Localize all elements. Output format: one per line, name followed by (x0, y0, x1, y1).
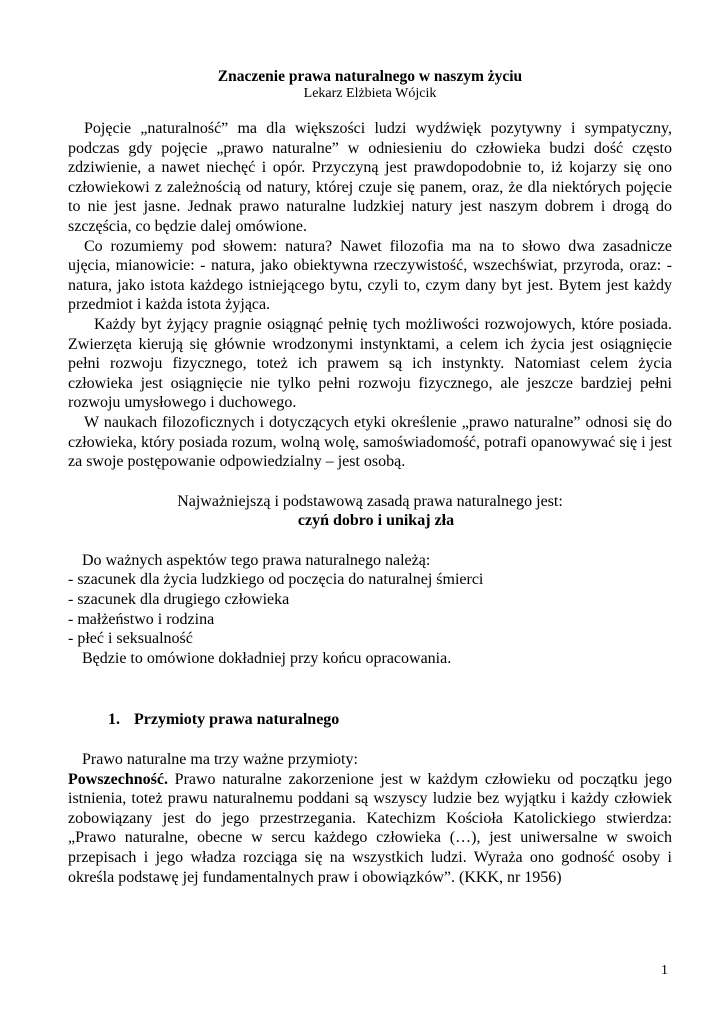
section-title: Przymioty prawa naturalnego (134, 711, 340, 729)
closing-note: Będzie to omówione dokładniej przy końcu opracowania. (82, 649, 452, 667)
paragraph-natura: Co rozumiemy pod słowem: natura? Nawet filozofia ma na to słowo dwa zasadnicze ujęcia, mianowicie: - natura, jako obiektywna rzeczywistość, wszechświat, przyroda, oraz: - natura, jako istota każdego istniejącego bytu, czyli to, czym dany byt jest. Bytem jest każdy przedmiot i każda istota żyjąca. (68, 237, 672, 314)
paragraph-byt-zyjacy: Każdy byt żyjący pragnie osiągnąć pełnię tych możliwości rozwojowych, które posiada. Zwierzęta kierują się głównie wrodzonymi instynktami, a celem ich życia jest osiągnięcie pełni rozwoju fizycznego, toteż ich prawem są ich instynkty. Natomiast celem życia człowieka jest osiągnięcie nie tylko pełni rozwoju fizycznego, ale jeszcze bardziej pełni rozwoju umysłowego i duchowego. (68, 315, 672, 412)
list-item: - szacunek dla życia ludzkiego od poczęcia do naturalnej śmierci (68, 571, 484, 589)
aspects-intro: Do ważnych aspektów tego prawa naturalnego należą: (82, 551, 431, 569)
paragraph-nauki-filozoficzne: W naukach filozoficznych i dotyczących etyki określenie „prawo naturalne” odnosi się do człowieka, który posiada rozum, wolną wolę, samoświadomość, potrafi opanowywać się i jest za swoje postępowanie odpowiedzialny – jest osobą. (68, 413, 672, 471)
page-number: 1 (661, 963, 668, 978)
list-item: - szacunek dla drugiego człowieka (68, 591, 290, 609)
attributes-intro: Prawo naturalne ma trzy ważne przymioty: (82, 751, 358, 769)
universality-label: Powszechność. (68, 770, 168, 788)
document-title: Znaczenie prawa naturalnego w naszym życiu (217, 68, 523, 85)
list-item: - małżeństwo i rodzina (68, 610, 215, 628)
document-author: Lekarz Elżbieta Wójcik (303, 86, 437, 101)
paragraph-powszechnosc (68, 770, 672, 888)
section-heading (108, 710, 672, 730)
document-page (68, 62, 672, 887)
principle-intro: Najważniejszą i podstawową zasadą prawa naturalnego jest: (177, 492, 563, 510)
paragraph-naturalnosc: Pojęcie „naturalność” ma dla większości ludzi wydźwięk pozytywny i sympatyczny, podczas gdy pojęcie „prawo naturalne” w odniesieniu do człowieka budzi dość często zdziwienie, a nawet niechęć i opór. Przyczyną jest prawdopodobnie to, iż kojarzy się ono człowiekowi z zależnością od natury, której czuje się panem, oraz, że dla niektórych pojęcie to nie jest jasne. Jednak prawo naturalne ludzkiej natury jest naszym dobrem i drogą do szczęścia, co będzie dalej omówione. (68, 120, 672, 235)
principle-statement: czyń dobro i unikaj zła (297, 512, 455, 530)
aspects-list (68, 570, 672, 648)
universality-text: Prawo naturalne zakorzenione jest w każdym człowieku od początku jego istnienia, toteż prawu naturalnemu poddani są wszyscy ludzie bez wyjątku i każdy człowiek zobowiązany jest do jego przestrzegania. Katechizm Kościoła Katolickiego stwierdza: „Prawo naturalne, obecne w sercu każdego człowieka (…), jest uniwersalne w swoich przepisach i jego władza rozciąga się na wszystkich ludzi. Wyraża ono godność osoby i określa podstawę jej fundamentalnych praw i obowiązków”. (KKK, nr 1956) (68, 770, 673, 886)
section-number: 1. (108, 711, 120, 729)
list-item: - płeć i seksualność (68, 630, 193, 648)
